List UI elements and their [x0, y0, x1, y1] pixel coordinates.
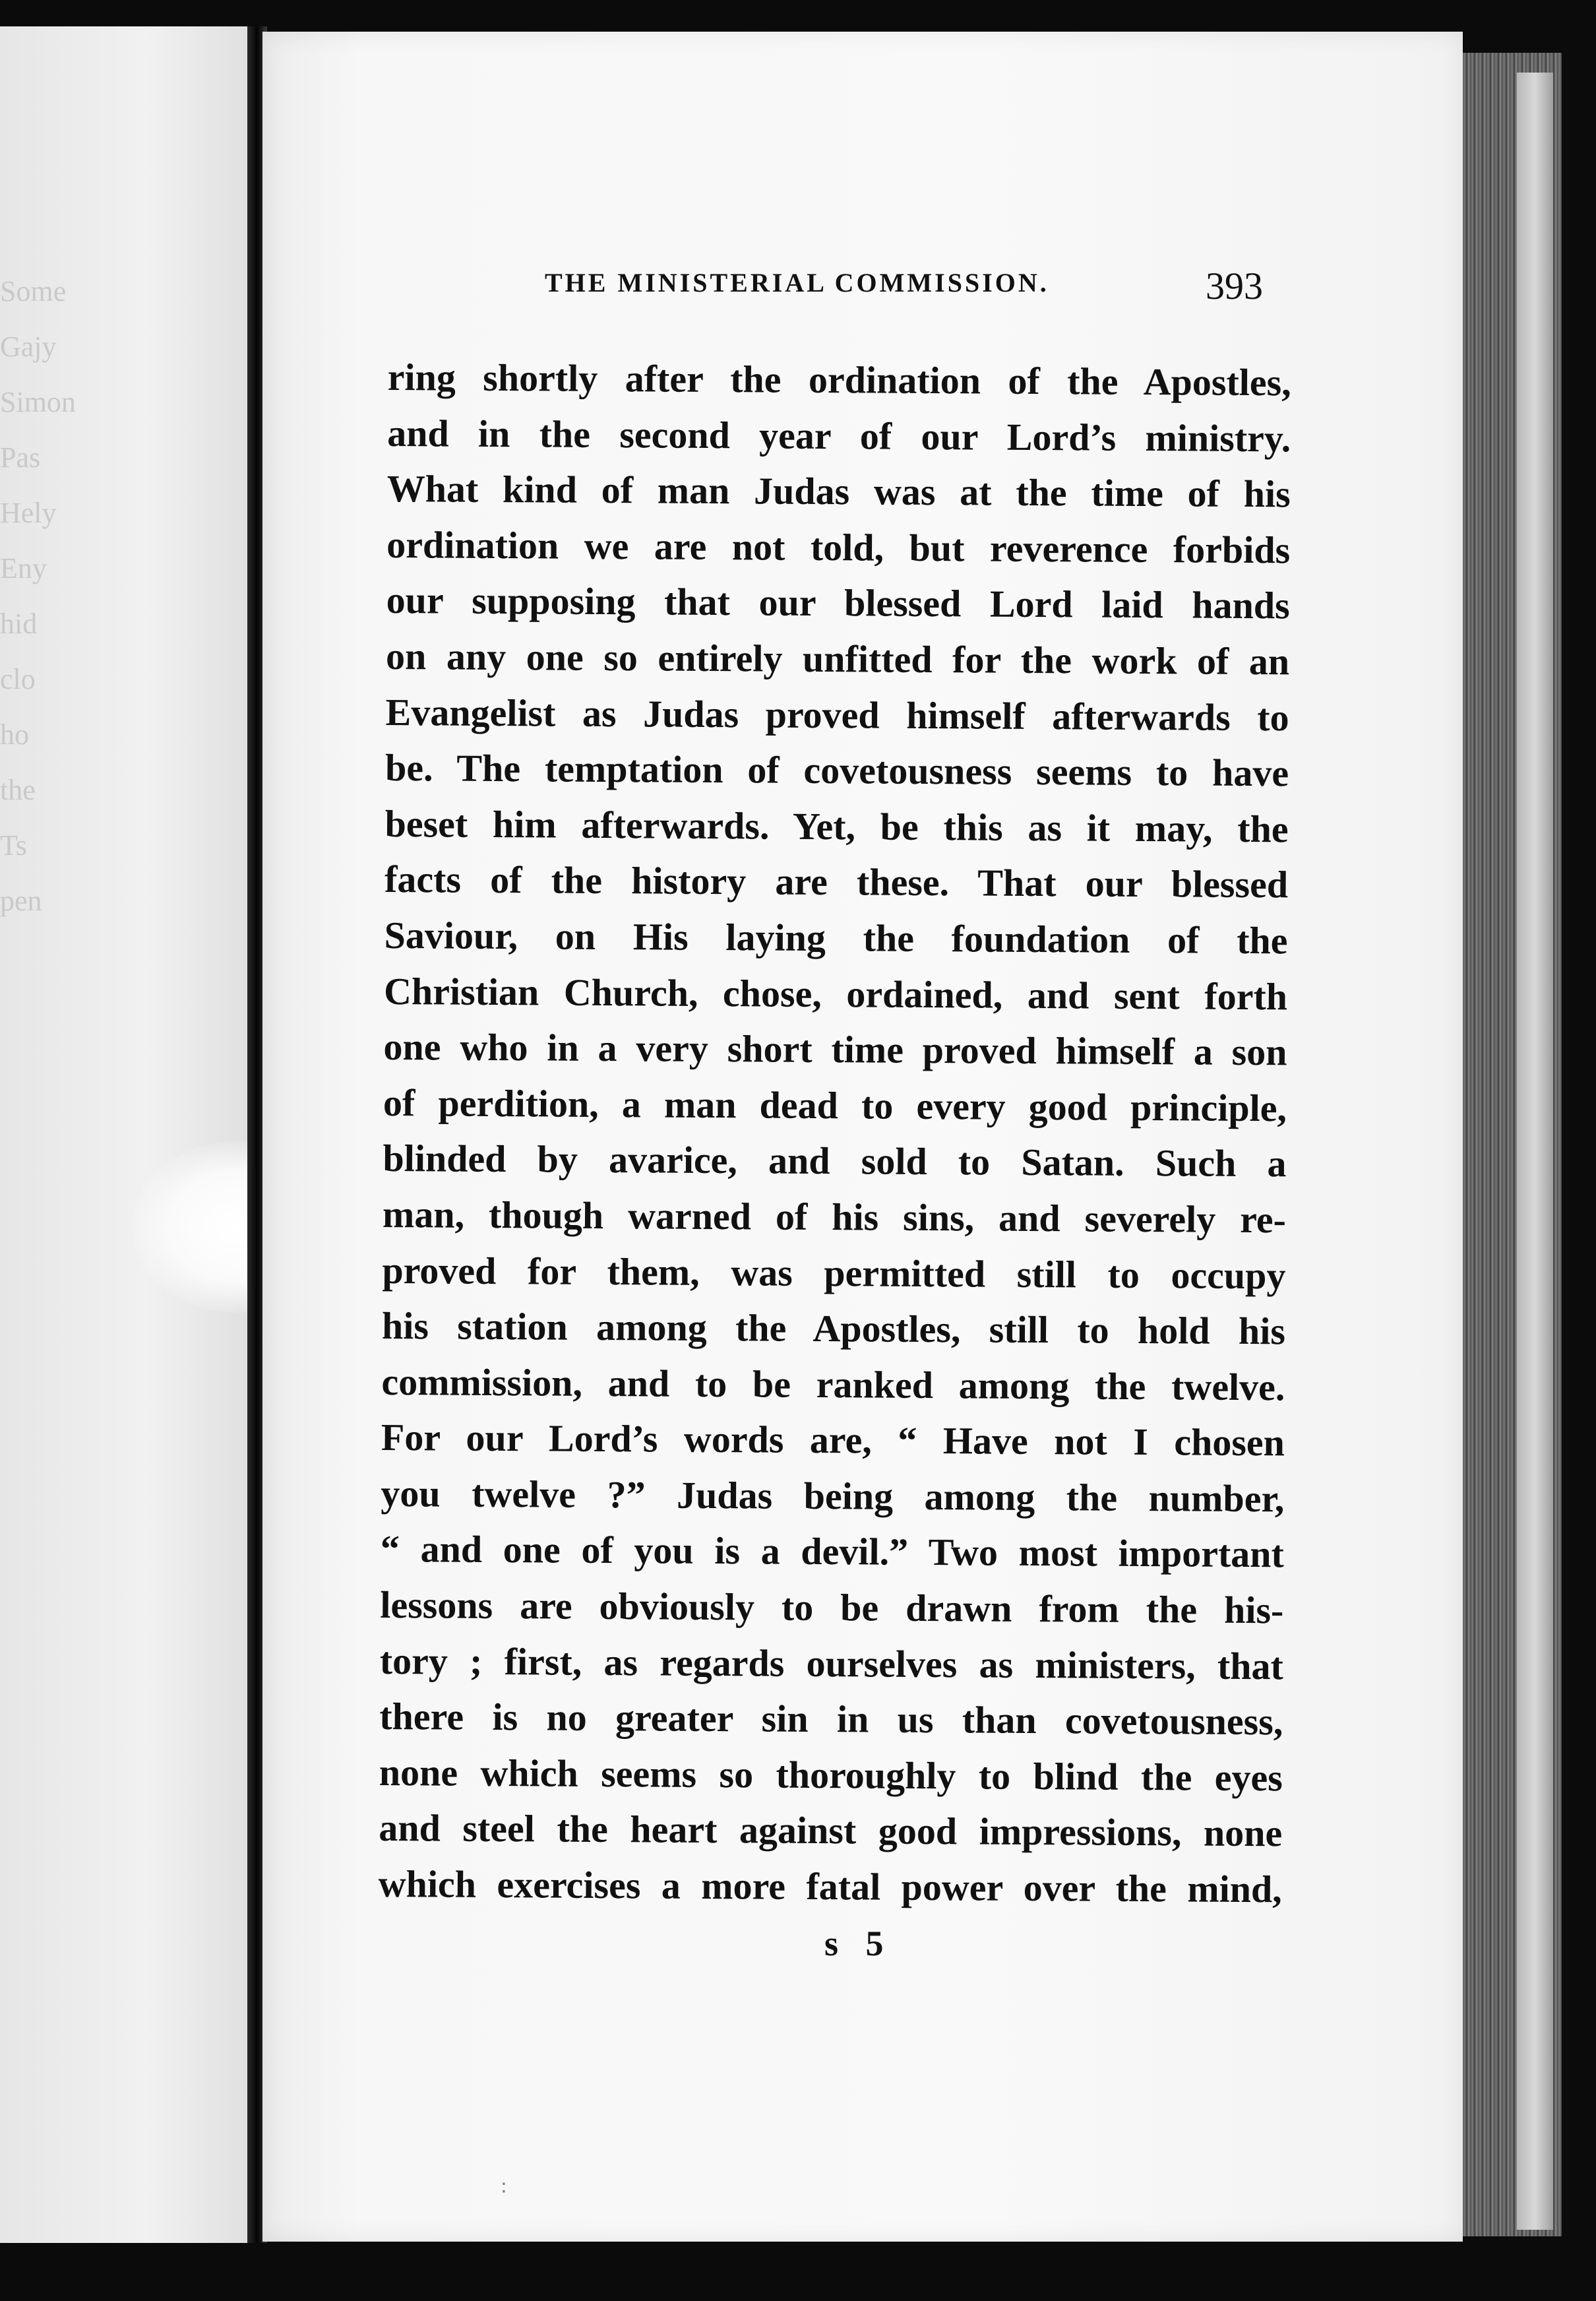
dust-specks: ∶ — [501, 2178, 506, 2199]
ghost-line: Ts — [0, 829, 27, 862]
ghost-line: ho — [0, 718, 29, 751]
body-line: tory ; first, as regards ourselves as ministers, that — [379, 1639, 1284, 1687]
ghost-line: Eny — [0, 552, 47, 584]
body-line: beset him afterwards. Yet, be this as it may, the — [384, 802, 1289, 851]
body-text — [379, 350, 1291, 1918]
page-edges-highlight — [1517, 73, 1553, 2230]
body-line: his station among the Apostles, still to hold his — [381, 1304, 1286, 1353]
ghost-line: Gajy — [0, 331, 57, 363]
paper-stain — [132, 1141, 247, 1313]
ghost-line: pen — [0, 885, 42, 917]
ghost-line: Some — [0, 275, 67, 307]
body-line: Christian Church, chose, ordained, and sent forth — [383, 969, 1288, 1018]
body-line: For our Lord’s words are, “ Have not I chosen — [381, 1416, 1285, 1465]
body-line: “ and one of you is a devil.” Two most important — [380, 1527, 1285, 1576]
body-line: there is no greater sin in us than covetousness, — [379, 1695, 1283, 1744]
ghost-line: clo — [0, 663, 36, 695]
body-line: and steel the heart against good impressions, none — [379, 1806, 1283, 1855]
body-line: on any one so entirely unfitted for the work of an — [385, 634, 1290, 683]
body-line: you twelve ?” Judas being among the number, — [381, 1471, 1285, 1521]
body-line: Evangelist as Judas proved himself afterwards to — [385, 690, 1289, 739]
ghost-line: Hely — [0, 497, 57, 529]
body-line: none which seems so thoroughly to blind the eyes — [379, 1750, 1283, 1800]
body-line: What kind of man Judas was at the time of his — [386, 467, 1291, 516]
body-line: blinded by avarice, and sold to Satan. Such a — [383, 1137, 1287, 1185]
body-line: Saviour, on His laying the foundation of the — [384, 913, 1288, 962]
body-line: and in the second year of our Lord’s ministry. — [387, 411, 1291, 460]
body-line: of perdition, a man dead to every good principle, — [383, 1081, 1287, 1130]
body-line: one who in a very short time proved himself a son — [383, 1025, 1287, 1074]
body-line: which exercises a more fatal power over the mind, — [378, 1862, 1282, 1911]
left-facing-page — [0, 26, 247, 2243]
ghost-line: Simon — [0, 386, 76, 418]
body-line: be. The temptation of covetousness seems to have — [384, 746, 1289, 795]
body-line: our supposing that our blessed Lord laid hands — [386, 579, 1290, 627]
ghost-line: Pas — [0, 441, 41, 474]
body-line: facts of the history are these. That our blessed — [384, 858, 1289, 906]
signature-mark: s 5 — [824, 1924, 893, 1963]
ghost-line: the — [0, 774, 36, 806]
body-line: commission, and to be ranked among the twelve. — [381, 1360, 1285, 1409]
body-line: ordination we are not told, but reverence forbids — [386, 522, 1291, 572]
page-number: 393 — [1206, 265, 1263, 307]
running-header: THE MINISTERIAL COMMISSION. — [545, 268, 1049, 298]
body-line: ring shortly after the ordination of the Apostles, — [387, 355, 1291, 404]
body-line: man, though warned of his sins, and severely re- — [382, 1192, 1287, 1242]
ghost-line: hid — [0, 608, 38, 640]
body-line: proved for them, was permitted still to occupy — [382, 1248, 1286, 1297]
body-line: lessons are obviously to be drawn from the his- — [380, 1583, 1284, 1632]
left-page-bleed-through — [0, 264, 247, 929]
